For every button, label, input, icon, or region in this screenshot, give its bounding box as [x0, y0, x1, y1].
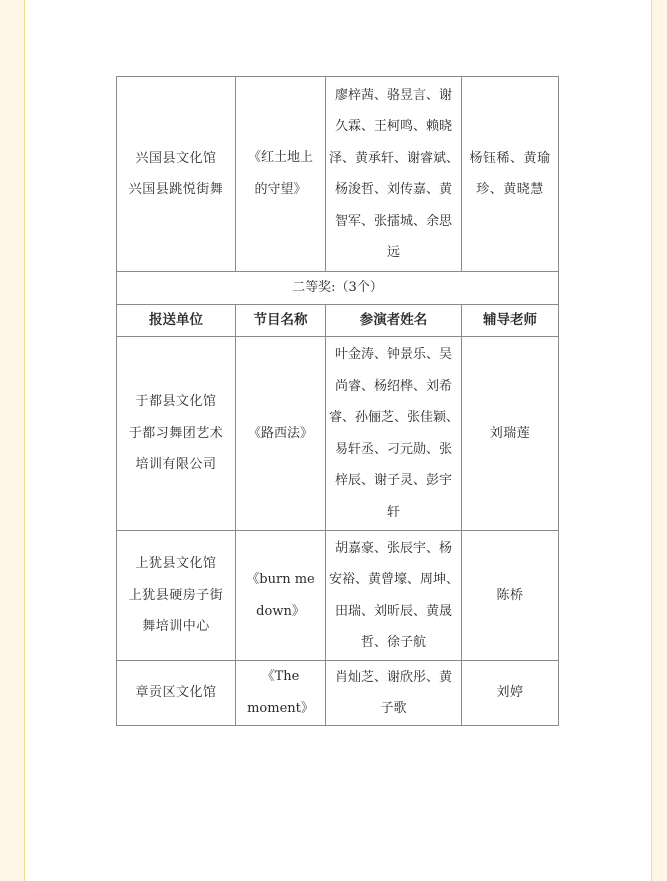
program-cell: 《The moment》 [236, 661, 326, 726]
unit-cell: 于都县文化馆 于都习舞团艺术 培训有限公司 [117, 337, 236, 531]
unit-cell: 上犹县文化馆 上犹县硬房子街 舞培训中心 [117, 531, 236, 661]
program-cell: 《红土地上 的守望》 [236, 77, 326, 272]
tutor-cell: 陈桥 [462, 531, 559, 661]
table-row [117, 77, 559, 272]
table-row [117, 531, 559, 661]
tutor-cell: 刘瑞莲 [462, 337, 559, 531]
tutor-cell: 刘婷 [462, 661, 559, 726]
award-table [116, 76, 559, 726]
header-performers: 参演者姓名 [326, 304, 462, 337]
header-program: 节目名称 [236, 304, 326, 337]
performers-cell: 叶金涛、钟景乐、吴 尚睿、杨绍桦、刘希 睿、孙俪芝、张佳颖、 易轩丞、刁元勋、张 梓辰、谢子灵、彭宇 轩 [326, 337, 462, 531]
program-cell: 《路西法》 [236, 337, 326, 531]
unit-cell: 章贡区文化馆 [117, 661, 236, 726]
tutor-cell: 杨钰稀、黄瑜 珍、黄晓慧 [462, 77, 559, 272]
performers-cell: 廖梓茜、骆昱言、谢 久霖、王柯鸣、赖晓 泽、黄承轩、谢睿斌、 杨浚哲、刘传嘉、黄 智军、张擂城、余思 远 [326, 77, 462, 272]
unit-cell: 兴国县文化馆 兴国县跳悦街舞 [117, 77, 236, 272]
performers-cell: 肖灿芝、谢欣彤、黄 子歌 [326, 661, 462, 726]
header-tutor: 辅导老师 [462, 304, 559, 337]
table-row [117, 337, 559, 531]
award-level-row [117, 272, 559, 305]
program-cell: 《burn me down》 [236, 531, 326, 661]
second-prize-label: 二等奖:（3个） [117, 272, 559, 305]
table-row [117, 661, 559, 726]
performers-cell: 胡嘉豪、张辰宇、杨 安裕、黄曾壕、周坤、 田瑞、刘昕辰、黄晟 哲、徐子航 [326, 531, 462, 661]
header-row [117, 304, 559, 337]
header-unit: 报送单位 [117, 304, 236, 337]
